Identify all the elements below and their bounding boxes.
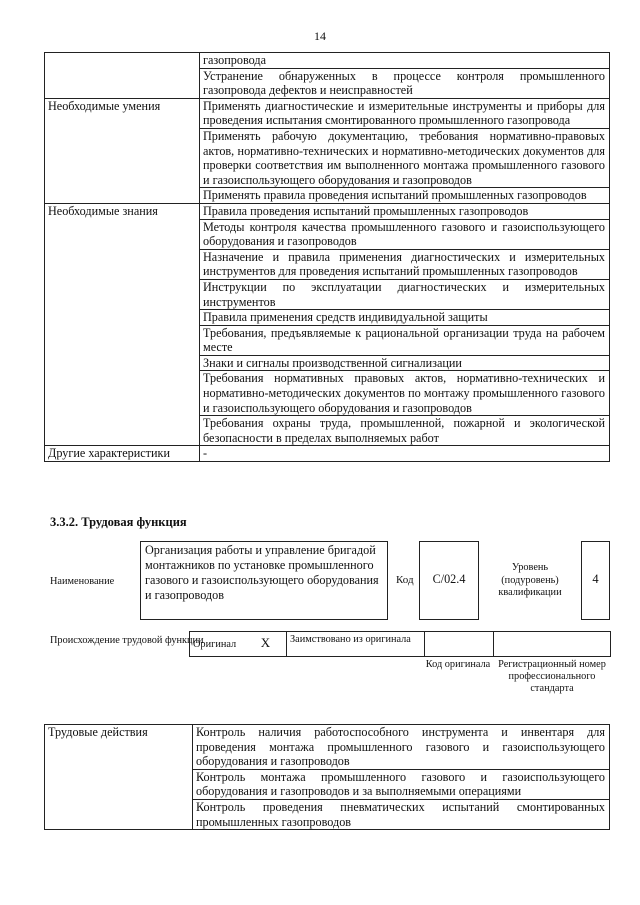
reg-number-cell [494, 632, 611, 657]
level-box: 4 [581, 541, 610, 620]
category-cell: Необходимые знания [45, 203, 200, 446]
table-row [45, 98, 610, 128]
original-label: Оригинал [193, 639, 237, 650]
original-cell [190, 632, 287, 657]
item-cell: Требования нормативных правовых актов, нормативно-технических и нормативно-методических документов по монтажу промышленного газового и газоиспользующего оборудования и газопроводов [200, 371, 610, 416]
item-cell: Применять рабочую документацию, требования нормативно-правовых актов, нормативно-технических и нормативно-методических документов для проверки соответствия им выполненного монтажа промышленного газового и газоиспользующего оборудования и газопроводов [200, 128, 610, 187]
name-label: Наименование [50, 576, 115, 587]
item-cell: Правила применения средств индивидуальной защиты [200, 310, 610, 326]
code-caption: Код оригинала [425, 659, 491, 670]
item-cell: Инструкции по эксплуатации диагностических и измерительных инструментов [200, 279, 610, 309]
origin-table [189, 631, 611, 657]
level-label: Уровень (подуровень) квалификации [498, 562, 562, 598]
item-cell: Контроль монтажа промышленного газового и газоиспользующего оборудования и газопроводов и за выполняемыми операциями [193, 769, 610, 799]
item-cell: Знаки и сигналы производственной сигнализации [200, 355, 610, 371]
table-row [45, 446, 610, 462]
item-cell: Методы контроля качества промышленного газового и газоиспользующего оборудования и газопроводов [200, 219, 610, 249]
section-title: 3.3.2. Трудовая функция [50, 515, 187, 529]
requirements-table [44, 52, 610, 462]
origin-label: Происхождение трудовой функции [50, 635, 204, 646]
table-row [45, 725, 610, 770]
item-cell: Контроль проведения пневматических испытаний смонтированных промышленных газопроводов [193, 799, 610, 829]
item-cell: Назначение и правила применения диагностических и измерительных инструментов для проведения испытаний промышленных газопроводов [200, 249, 610, 279]
table-row [190, 632, 611, 657]
item-cell: Устранение обнаруженных в процессе контроля промышленного газопровода дефектов и неисправностей [200, 68, 610, 98]
item-cell: - [200, 446, 610, 462]
table-row [45, 53, 610, 69]
item-cell: Требования охраны труда, промышленной, пожарной и экологической безопасности в пределах выполняемых работ [200, 416, 610, 446]
item-cell: Контроль наличия работоспособного инструмента и инвентаря для проведения монтажа промышленного газового и газоиспользующего оборудования и газопроводов [193, 725, 610, 770]
item-cell: Правила проведения испытаний промышленных газопроводов [200, 203, 610, 219]
item-cell: Требования, предъявляемые к рациональной организации труда на рабочем месте [200, 325, 610, 355]
table-row [45, 203, 610, 219]
actions-table [44, 724, 610, 830]
code-box: С/02.4 [419, 541, 479, 620]
original-code-cell [425, 632, 494, 657]
code-label: Код [396, 574, 414, 586]
item-cell: Применять диагностические и измерительные инструменты и приборы для проведения испытания смонтированного промышленного газопровода [200, 98, 610, 128]
item-cell: газопровода [200, 53, 610, 69]
borrowed-cell: Заимствовано из оригинала [287, 632, 425, 657]
reg-caption: Регистрационный номер профессионального стандарта [498, 659, 606, 694]
page-number: 14 [314, 29, 326, 43]
category-cell: Необходимые умения [45, 98, 200, 203]
category-cell: Трудовые действия [45, 725, 193, 830]
function-name-box: Организация работы и управление бригадой монтажников по установке промышленного газового и газоиспользующего оборудования и газопроводов [140, 541, 388, 620]
category-cell [45, 53, 200, 99]
item-cell: Применять правила проведения испытаний промышленных газопроводов [200, 188, 610, 204]
category-cell: Другие характеристики [45, 446, 200, 462]
original-mark: X [260, 634, 271, 650]
